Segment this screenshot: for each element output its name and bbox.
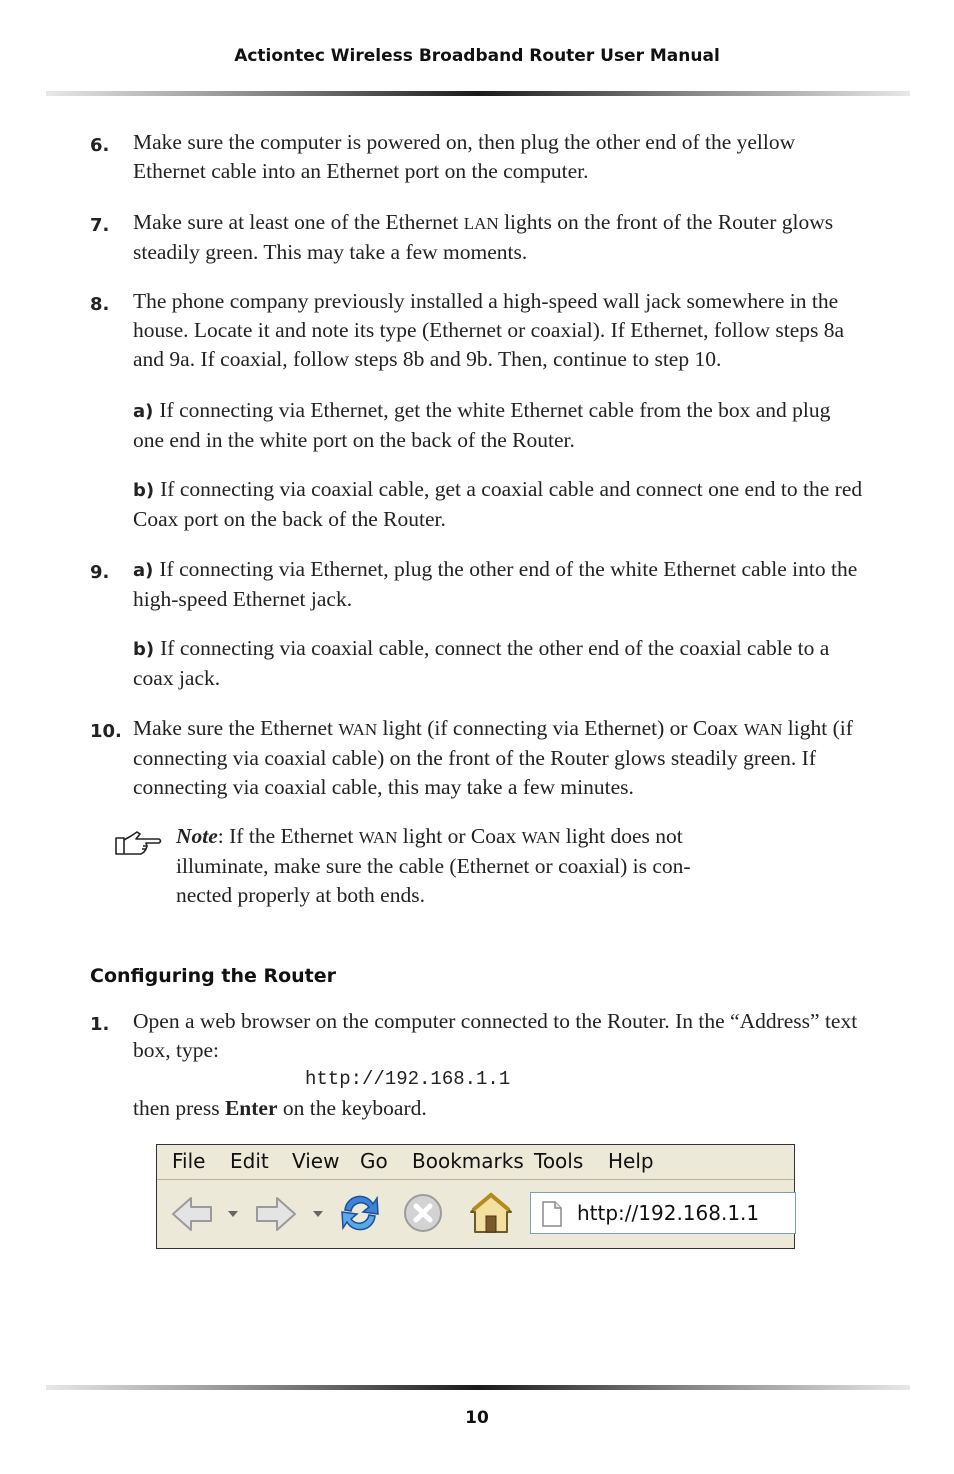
- step-9a: a) If connecting via Ethernet, plug the other end of the white Ethernet cable into the high-speed Ethernet jack.: [133, 557, 858, 611]
- reload-icon[interactable]: [337, 1190, 383, 1236]
- browser-toolbar-screenshot: [156, 1144, 795, 1249]
- footer-rule: [46, 1385, 910, 1390]
- home-icon[interactable]: [467, 1190, 515, 1236]
- header-rule: [46, 91, 910, 96]
- menu-bar: [157, 1145, 794, 1180]
- step-8b: b) If connecting via coaxial cable, get a coaxial cable and connect one end to the red Coax port on the back of the Router.: [133, 477, 863, 531]
- menu-go[interactable]: Go: [360, 1149, 388, 1173]
- note-text: Note: If the Ethernet WAN light or Coax WAN light does not illuminate, make sure the cable (Ethernet or coaxial) is con-nected properly at both ends.: [176, 824, 691, 907]
- address-bar[interactable]: [530, 1192, 796, 1234]
- menu-help[interactable]: Help: [608, 1149, 654, 1173]
- step-8: [90, 287, 865, 374]
- step-text: Open a web browser on the computer connected to the Router. In the “Address” text box, type: http://192.168.1.1 then press Enter on the keyboard.: [133, 1007, 865, 1123]
- step-number: 7.: [90, 215, 110, 236]
- forward-dropdown-icon[interactable]: [312, 1210, 324, 1218]
- step-number: 8.: [90, 294, 110, 315]
- page-number: 10: [465, 1408, 489, 1428]
- step-6: [90, 128, 865, 186]
- step-number: 9.: [90, 562, 110, 583]
- section-heading: Configuring the Router: [90, 965, 337, 987]
- config-step-1: [90, 1007, 865, 1123]
- menu-tools[interactable]: Tools: [534, 1149, 584, 1173]
- step-number: 10.: [90, 721, 122, 742]
- back-dropdown-icon[interactable]: [227, 1210, 239, 1218]
- step-text: Make sure the Ethernet WAN light (if connecting via Ethernet) or Coax WAN light (if connecting via coaxial cable) on the front of the Router glows steadily green. If connecting via coaxial cable, this may take a few minutes.: [133, 716, 853, 799]
- step-number: 6.: [90, 135, 110, 156]
- step-8a: a) If connecting via Ethernet, get the white Ethernet cable from the box and plug one end in the white port on the back of the Router.: [133, 398, 831, 452]
- back-arrow-icon[interactable]: [169, 1194, 215, 1234]
- step-number: 1.: [90, 1014, 110, 1035]
- running-header: Actiontec Wireless Broadband Router User Manual: [234, 46, 720, 66]
- menu-bookmarks[interactable]: Bookmarks: [412, 1149, 524, 1173]
- stop-icon[interactable]: [401, 1192, 445, 1234]
- step-10: [90, 714, 865, 802]
- menu-edit[interactable]: Edit: [230, 1149, 269, 1173]
- pointing-hand-icon: [113, 828, 165, 858]
- url-code: http://192.168.1.1: [305, 1068, 511, 1090]
- address-text: http://192.168.1.1: [577, 1201, 760, 1225]
- navigation-toolbar: [157, 1180, 794, 1248]
- step-7: [90, 208, 865, 267]
- page-icon: [541, 1201, 563, 1227]
- step-text: The phone company previously installed a high-speed wall jack somewhere in the house. Locate it and note its type (Ethernet or coaxial). If Ethernet, follow steps 8a and 9a. If coaxial, follow steps 8b and 9b. Then, continue to step 10.: [133, 289, 845, 371]
- step-9b: b) If connecting via coaxial cable, connect the other end of the coaxial cable to a coax jack.: [133, 636, 830, 690]
- step-text: Make sure the computer is powered on, then plug the other end of the yellow Ethernet cable into an Ethernet port on the computer.: [133, 130, 796, 183]
- step-text: Make sure at least one of the Ethernet LAN lights on the front of the Router glows steadily green. This may take a few moments.: [133, 210, 834, 264]
- forward-arrow-icon[interactable]: [253, 1194, 299, 1234]
- menu-file[interactable]: File: [172, 1149, 206, 1173]
- menu-view[interactable]: View: [292, 1149, 340, 1173]
